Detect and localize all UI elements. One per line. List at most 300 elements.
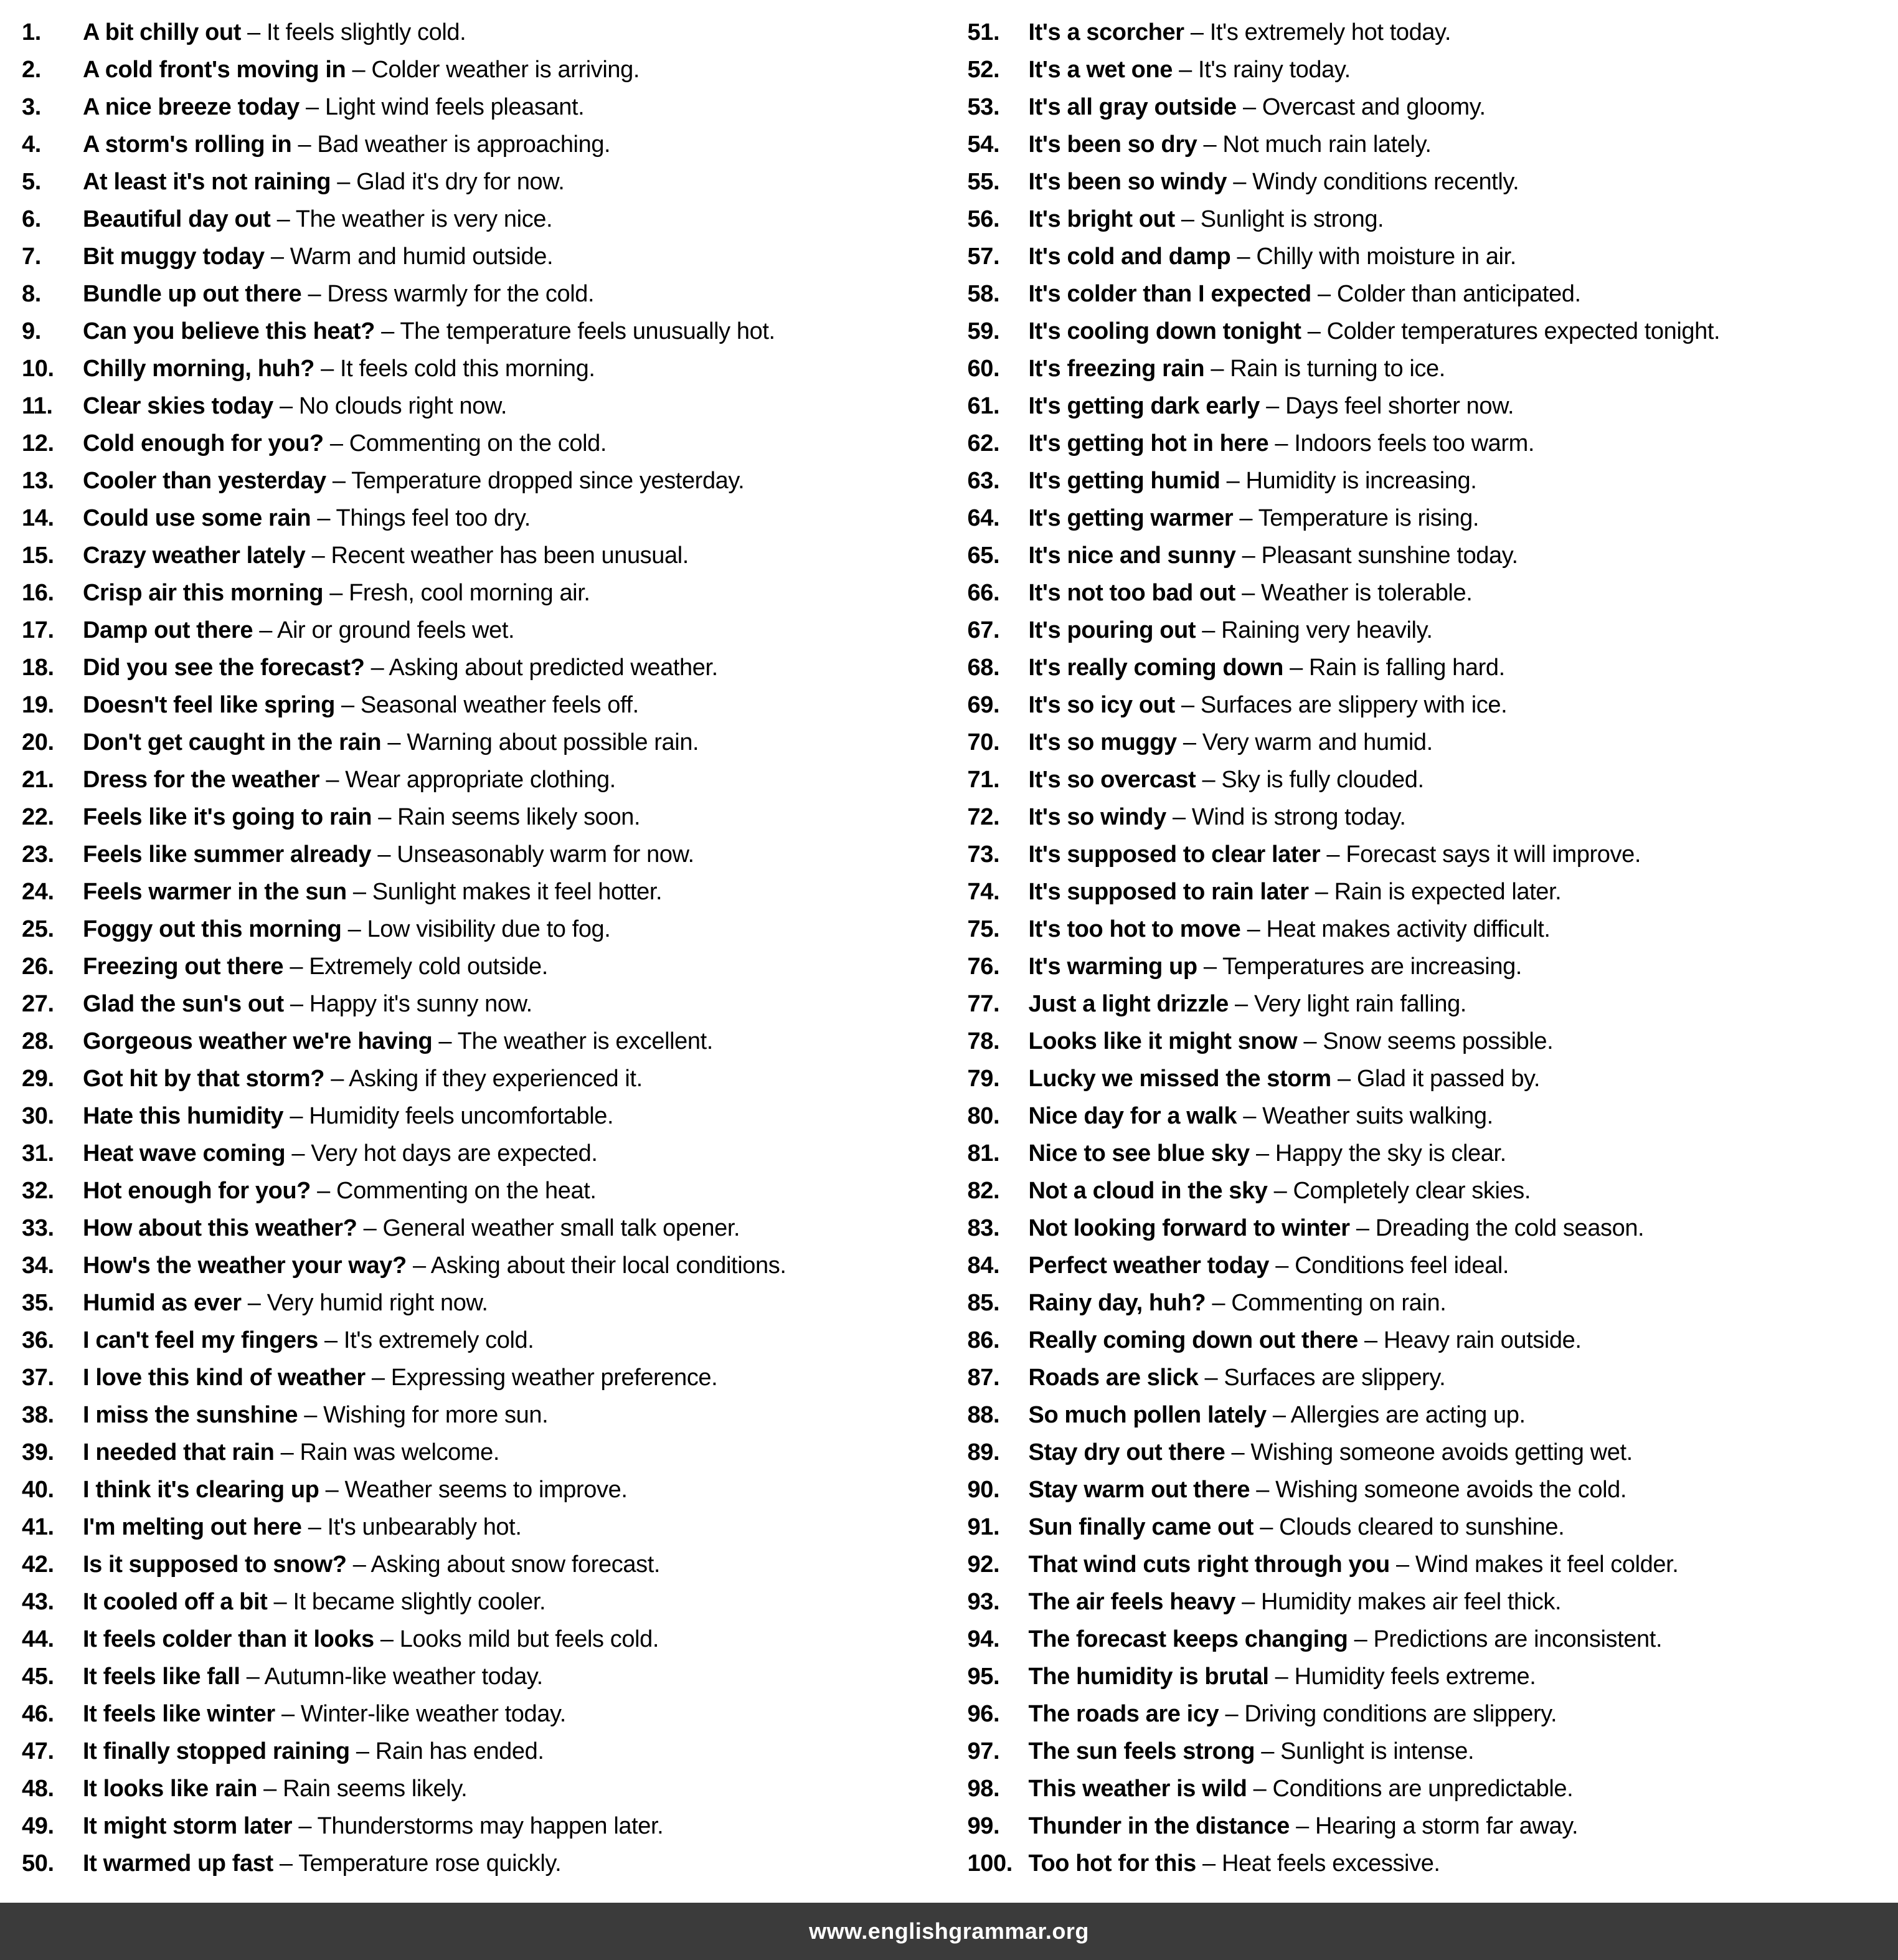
item-phrase: How's the weather your way? (83, 1252, 407, 1279)
item-text (83, 275, 594, 313)
item-meaning: – Humidity makes air feel thick. (1235, 1589, 1562, 1615)
item-number: 67. (967, 617, 1000, 643)
item-meaning: – It feels slightly cold. (240, 19, 466, 45)
item-meaning: – Heat makes activity difficult. (1240, 916, 1551, 942)
item-text (1029, 350, 1445, 387)
item-meaning: – Rain is falling hard. (1283, 655, 1505, 681)
item-text (83, 126, 610, 163)
phrase-list (22, 14, 1898, 1882)
list-item (968, 201, 1898, 238)
item-phrase: Rainy day, huh? (1028, 1290, 1206, 1316)
item-text (83, 574, 590, 612)
item-meaning: – Looks mild but feels cold. (374, 1626, 659, 1652)
list-item (968, 1396, 1898, 1434)
item-number: 93. (967, 1589, 1000, 1615)
item-number: 92. (967, 1551, 1000, 1578)
list-item (968, 1097, 1898, 1135)
item-text (83, 238, 553, 275)
footer-bar (0, 1903, 1898, 1960)
list-item (968, 387, 1898, 425)
item-meaning: – Hearing a storm far away. (1289, 1813, 1579, 1839)
item-number: 68. (967, 655, 1000, 681)
item-text (1029, 499, 1480, 537)
item-text (83, 686, 639, 724)
item-meaning: – The temperature feels unusually hot. (374, 318, 775, 344)
item-phrase: Lucky we missed the storm (1028, 1066, 1331, 1092)
item-phrase: Hot enough for you? (83, 1178, 311, 1204)
item-meaning: – Dreading the cold season. (1349, 1215, 1645, 1241)
item-phrase: The humidity is brutal (1028, 1664, 1269, 1690)
list-item (968, 425, 1898, 462)
list-item (22, 201, 953, 238)
item-number: 17. (22, 617, 54, 643)
list-item (22, 1807, 953, 1845)
item-text (1029, 836, 1641, 873)
item-phrase: Perfect weather today (1028, 1252, 1270, 1279)
item-meaning: – Wind is strong today. (1166, 804, 1406, 830)
item-number: 74. (967, 879, 1000, 905)
list-item (968, 985, 1898, 1023)
item-text (83, 1322, 534, 1359)
list-column-right (968, 14, 1898, 1882)
item-text (83, 313, 775, 350)
item-text (1029, 1247, 1509, 1284)
item-number: 85. (967, 1290, 1000, 1316)
list-item (22, 724, 953, 761)
item-phrase: Cold enough for you? (83, 430, 324, 457)
list-item (22, 1733, 953, 1770)
list-item (22, 649, 953, 686)
item-text (1029, 1172, 1531, 1210)
item-number: 56. (967, 206, 1000, 232)
item-phrase: How about this weather? (83, 1215, 357, 1241)
list-item (968, 1471, 1898, 1508)
list-item (968, 499, 1898, 537)
list-item (22, 275, 953, 313)
item-phrase: A storm's rolling in (83, 131, 292, 158)
item-number: 44. (22, 1626, 54, 1652)
item-meaning: – Rain has ended. (349, 1738, 544, 1764)
item-phrase: Looks like it might snow (1028, 1028, 1298, 1054)
list-item (22, 14, 953, 51)
item-text (83, 1396, 548, 1434)
list-item (22, 163, 953, 201)
list-item (968, 1172, 1898, 1210)
item-text (83, 1695, 566, 1733)
item-phrase: I'm melting out here (83, 1514, 302, 1540)
list-item (22, 1172, 953, 1210)
item-meaning: – Commenting on the heat. (311, 1178, 597, 1204)
item-phrase: Nice day for a walk (1028, 1103, 1237, 1129)
item-phrase: It finally stopped raining (83, 1738, 350, 1764)
list-item (968, 1359, 1898, 1396)
item-number: 76. (967, 954, 1000, 980)
item-number: 84. (967, 1252, 1000, 1279)
item-text (83, 1845, 561, 1882)
list-item (22, 1023, 953, 1060)
list-item (22, 1322, 953, 1359)
item-text (1029, 1284, 1447, 1322)
item-phrase: Can you believe this heat? (83, 318, 375, 344)
item-phrase: Really coming down out there (1028, 1327, 1358, 1353)
item-text (83, 88, 584, 126)
list-item (22, 574, 953, 612)
item-number: 16. (22, 580, 54, 606)
list-item (968, 1845, 1898, 1882)
item-meaning: – Sky is fully clouded. (1196, 767, 1424, 793)
item-text (1029, 1359, 1446, 1396)
item-phrase: It's getting humid (1028, 468, 1220, 494)
item-text (83, 1621, 659, 1658)
item-phrase: The air feels heavy (1028, 1589, 1235, 1615)
item-phrase: It's getting hot in here (1028, 430, 1269, 457)
item-meaning: – Bad weather is approaching. (291, 131, 611, 158)
item-phrase: Just a light drizzle (1028, 991, 1229, 1017)
item-number: 49. (22, 1813, 54, 1839)
item-phrase: Clear skies today (83, 393, 273, 419)
item-meaning: – Windy conditions recently. (1227, 169, 1519, 195)
item-text (1029, 313, 1721, 350)
item-phrase: A bit chilly out (83, 19, 241, 45)
item-number: 27. (22, 991, 54, 1017)
list-item (968, 574, 1898, 612)
item-phrase: It's so muggy (1028, 729, 1177, 755)
item-number: 24. (22, 879, 54, 905)
item-meaning: – Happy the sky is clear. (1249, 1140, 1506, 1167)
item-meaning: – Wind makes it feel colder. (1389, 1551, 1679, 1578)
item-phrase: It's a wet one (1028, 57, 1173, 83)
item-text (83, 14, 466, 51)
list-item (22, 1284, 953, 1322)
item-text (1029, 1210, 1645, 1247)
item-number: 53. (967, 94, 1000, 120)
item-number: 80. (967, 1103, 1000, 1129)
item-meaning: – Low visibility due to fog. (341, 916, 611, 942)
item-meaning: – Humidity feels uncomfortable. (283, 1103, 614, 1129)
list-item (22, 1210, 953, 1247)
item-phrase: Stay dry out there (1028, 1439, 1225, 1465)
item-meaning: – Fresh, cool morning air. (323, 580, 590, 606)
list-item (968, 1284, 1898, 1322)
item-phrase: It's colder than I expected (1028, 281, 1311, 307)
item-number: 37. (22, 1365, 54, 1391)
list-item (968, 1247, 1898, 1284)
item-meaning: – Glad it passed by. (1331, 1066, 1540, 1092)
item-number: 90. (967, 1477, 1000, 1503)
item-text (83, 1546, 660, 1583)
item-number: 87. (967, 1365, 1000, 1391)
item-text (83, 1658, 543, 1695)
item-phrase: I miss the sunshine (83, 1402, 298, 1428)
item-phrase: Feels like summer already (83, 841, 372, 868)
item-meaning: – Glad it's dry for now. (331, 169, 565, 195)
item-number: 48. (22, 1776, 54, 1802)
item-phrase: Damp out there (83, 617, 253, 643)
item-text (83, 425, 607, 462)
footer-url: www.englishgrammar.org (809, 1918, 1089, 1944)
item-phrase: It's so overcast (1028, 767, 1196, 793)
item-number: 10. (22, 356, 54, 382)
list-item (968, 612, 1898, 649)
item-meaning: – Sunlight is intense. (1255, 1738, 1475, 1764)
item-phrase: Thunder in the distance (1028, 1813, 1290, 1839)
item-number: 34. (22, 1252, 54, 1279)
item-phrase: The roads are icy (1028, 1701, 1219, 1727)
item-meaning: – Not much rain lately. (1197, 131, 1432, 158)
item-text (1029, 462, 1477, 499)
item-phrase: So much pollen lately (1028, 1402, 1267, 1428)
item-text (1029, 649, 1505, 686)
item-phrase: It's too hot to move (1028, 916, 1241, 942)
item-meaning: – Rain seems likely. (257, 1776, 468, 1802)
list-column-left (22, 14, 953, 1882)
item-number: 91. (967, 1514, 1000, 1540)
item-meaning: – Conditions feel ideal. (1269, 1252, 1509, 1279)
item-number: 100. (967, 1850, 1013, 1877)
item-number: 50. (22, 1850, 54, 1877)
item-meaning: – Winter-like weather today. (275, 1701, 566, 1727)
item-meaning: – Weather seems to improve. (319, 1477, 628, 1503)
item-text (1029, 1471, 1627, 1508)
item-meaning: – Sunlight is strong. (1174, 206, 1384, 232)
item-phrase: Could use some rain (83, 505, 311, 531)
item-phrase: Not a cloud in the sky (1028, 1178, 1268, 1204)
item-text (1029, 1060, 1541, 1097)
list-item (22, 836, 953, 873)
item-text (1029, 948, 1522, 985)
item-text (83, 724, 699, 761)
item-text (1029, 1658, 1536, 1695)
item-meaning: – Very warm and humid. (1176, 729, 1433, 755)
item-number: 57. (967, 244, 1000, 270)
item-phrase: Bundle up out there (83, 281, 302, 307)
item-meaning: – Pleasant sunshine today. (1235, 542, 1518, 569)
list-item (22, 1845, 953, 1882)
list-item (22, 238, 953, 275)
item-meaning: – Rain is expected later. (1308, 879, 1562, 905)
item-text (83, 1284, 488, 1322)
list-item (22, 350, 953, 387)
list-item (968, 948, 1898, 985)
list-item (968, 1658, 1898, 1695)
item-text (1029, 275, 1581, 313)
item-meaning: – Wishing someone avoids getting wet. (1225, 1439, 1633, 1465)
item-number: 2. (22, 57, 41, 83)
item-phrase: The sun feels strong (1028, 1738, 1255, 1764)
item-phrase: It's warming up (1028, 954, 1197, 980)
list-item (968, 761, 1898, 798)
item-meaning: – Light wind feels pleasant. (299, 94, 585, 120)
item-meaning: – Temperature is rising. (1233, 505, 1480, 531)
item-phrase: It's been so dry (1028, 131, 1197, 158)
item-number: 39. (22, 1439, 54, 1465)
item-number: 32. (22, 1178, 54, 1204)
item-text (83, 51, 640, 88)
list-item (968, 686, 1898, 724)
item-phrase: This weather is wild (1028, 1776, 1247, 1802)
list-item (22, 313, 953, 350)
item-phrase: Gorgeous weather we're having (83, 1028, 433, 1054)
list-item (968, 724, 1898, 761)
item-text (1029, 1434, 1633, 1471)
item-meaning: – Dress warmly for the cold. (301, 281, 595, 307)
item-meaning: – Heavy rain outside. (1357, 1327, 1582, 1353)
item-meaning: – Asking about snow forecast. (346, 1551, 661, 1578)
item-phrase: I love this kind of weather (83, 1365, 366, 1391)
item-meaning: – It feels cold this morning. (314, 356, 595, 382)
item-text (83, 1097, 613, 1135)
item-number: 61. (967, 393, 1000, 419)
item-phrase: I think it's clearing up (83, 1477, 319, 1503)
list-item (22, 798, 953, 836)
list-item (22, 686, 953, 724)
item-number: 54. (967, 131, 1000, 158)
item-number: 42. (22, 1551, 54, 1578)
item-text (83, 1060, 643, 1097)
item-number: 25. (22, 916, 54, 942)
item-phrase: It's cold and damp (1028, 244, 1231, 270)
item-phrase: It's so windy (1028, 804, 1166, 830)
list-item (22, 462, 953, 499)
item-text (83, 1023, 713, 1060)
item-number: 40. (22, 1477, 54, 1503)
item-meaning: – Asking about their local conditions. (406, 1252, 786, 1279)
item-number: 4. (22, 131, 41, 158)
item-number: 30. (22, 1103, 54, 1129)
item-meaning: – Very light rain falling. (1228, 991, 1466, 1017)
item-meaning: – Weather is tolerable. (1235, 580, 1473, 606)
item-phrase: I needed that rain (83, 1439, 275, 1465)
item-phrase: Don't get caught in the rain (83, 729, 382, 755)
item-phrase: Feels like it's going to rain (83, 804, 372, 830)
item-text (1029, 201, 1384, 238)
item-text (1029, 126, 1432, 163)
item-text (83, 1172, 597, 1210)
list-item (968, 462, 1898, 499)
item-number: 94. (967, 1626, 1000, 1652)
item-meaning: – Allergies are acting up. (1266, 1402, 1526, 1428)
item-meaning: – Rain seems likely soon. (372, 804, 641, 830)
list-item (22, 1770, 953, 1807)
item-text (83, 873, 662, 911)
item-meaning: – Expressing weather preference. (365, 1365, 718, 1391)
item-number: 15. (22, 542, 54, 569)
item-text (83, 1434, 499, 1471)
item-meaning: – Days feel shorter now. (1260, 393, 1514, 419)
list-item (22, 126, 953, 163)
list-item (22, 1247, 953, 1284)
item-meaning: – Driving conditions are slippery. (1219, 1701, 1557, 1727)
item-text (1029, 574, 1473, 612)
item-phrase: It's not too bad out (1028, 580, 1235, 606)
item-number: 79. (967, 1066, 1000, 1092)
item-meaning: – Colder weather is arriving. (346, 57, 640, 83)
list-item (22, 1135, 953, 1172)
item-number: 38. (22, 1402, 54, 1428)
list-item (968, 1695, 1898, 1733)
list-item (22, 1546, 953, 1583)
item-number: 41. (22, 1514, 54, 1540)
item-text (1029, 387, 1514, 425)
item-meaning: – Colder temperatures expected tonight. (1301, 318, 1721, 344)
item-phrase: It's nice and sunny (1028, 542, 1236, 569)
list-item (968, 1060, 1898, 1097)
item-text (83, 1508, 521, 1546)
item-meaning: – Overcast and gloomy. (1236, 94, 1486, 120)
item-number: 5. (22, 169, 41, 195)
item-text (1029, 1621, 1663, 1658)
item-number: 23. (22, 841, 54, 868)
list-item (968, 1135, 1898, 1172)
item-number: 70. (967, 729, 1000, 755)
item-meaning: – Weather suits walking. (1237, 1103, 1493, 1129)
item-text (1029, 88, 1486, 126)
item-number: 22. (22, 804, 54, 830)
item-number: 1. (22, 19, 41, 45)
item-number: 7. (22, 244, 41, 270)
item-text (83, 1471, 627, 1508)
item-phrase: Nice to see blue sky (1028, 1140, 1250, 1167)
item-meaning: – Air or ground feels wet. (253, 617, 515, 643)
item-phrase: It's so icy out (1028, 692, 1175, 718)
item-number: 59. (967, 318, 1000, 344)
item-meaning: – Asking about predicted weather. (364, 655, 718, 681)
item-meaning: – Wear appropriate clothing. (319, 767, 616, 793)
list-item (22, 88, 953, 126)
item-number: 88. (967, 1402, 1000, 1428)
item-number: 95. (967, 1664, 1000, 1690)
item-phrase: Heat wave coming (83, 1140, 286, 1167)
item-meaning: – Clouds cleared to sunshine. (1254, 1514, 1565, 1540)
item-phrase: Hate this humidity (83, 1103, 284, 1129)
item-text (83, 163, 564, 201)
item-meaning: – Things feel too dry. (311, 505, 531, 531)
item-number: 29. (22, 1066, 54, 1092)
list-item (22, 1583, 953, 1621)
list-item (22, 1396, 953, 1434)
item-phrase: Humid as ever (83, 1290, 242, 1316)
item-meaning: – Completely clear skies. (1267, 1178, 1531, 1204)
item-meaning: – Temperature dropped since yesterday. (326, 468, 745, 494)
item-text (83, 462, 744, 499)
item-meaning: – It's extremely hot today. (1184, 19, 1451, 45)
list-item (968, 537, 1898, 574)
list-item (968, 1733, 1898, 1770)
item-number: 28. (22, 1028, 54, 1054)
item-phrase: The forecast keeps changing (1028, 1626, 1348, 1652)
item-text (1029, 686, 1508, 724)
item-text (1029, 1770, 1574, 1807)
item-meaning: – It's unbearably hot. (301, 1514, 522, 1540)
item-meaning: – Autumn-like weather today. (240, 1664, 543, 1690)
item-meaning: – Warm and humid outside. (264, 244, 554, 270)
item-meaning: – Commenting on the cold. (323, 430, 607, 457)
item-text (1029, 798, 1406, 836)
item-number: 81. (967, 1140, 1000, 1167)
item-number: 11. (22, 393, 53, 419)
item-meaning: – Snow seems possible. (1297, 1028, 1554, 1054)
item-number: 64. (967, 505, 1000, 531)
item-phrase: Cooler than yesterday (83, 468, 326, 494)
item-number: 63. (967, 468, 1000, 494)
item-meaning: – Temperature rose quickly. (273, 1850, 562, 1877)
item-number: 72. (967, 804, 1000, 830)
item-number: 77. (967, 991, 1000, 1017)
item-phrase: Got hit by that storm? (83, 1066, 325, 1092)
item-phrase: It's supposed to clear later (1028, 841, 1321, 868)
list-item (22, 911, 953, 948)
list-item (22, 1359, 953, 1396)
